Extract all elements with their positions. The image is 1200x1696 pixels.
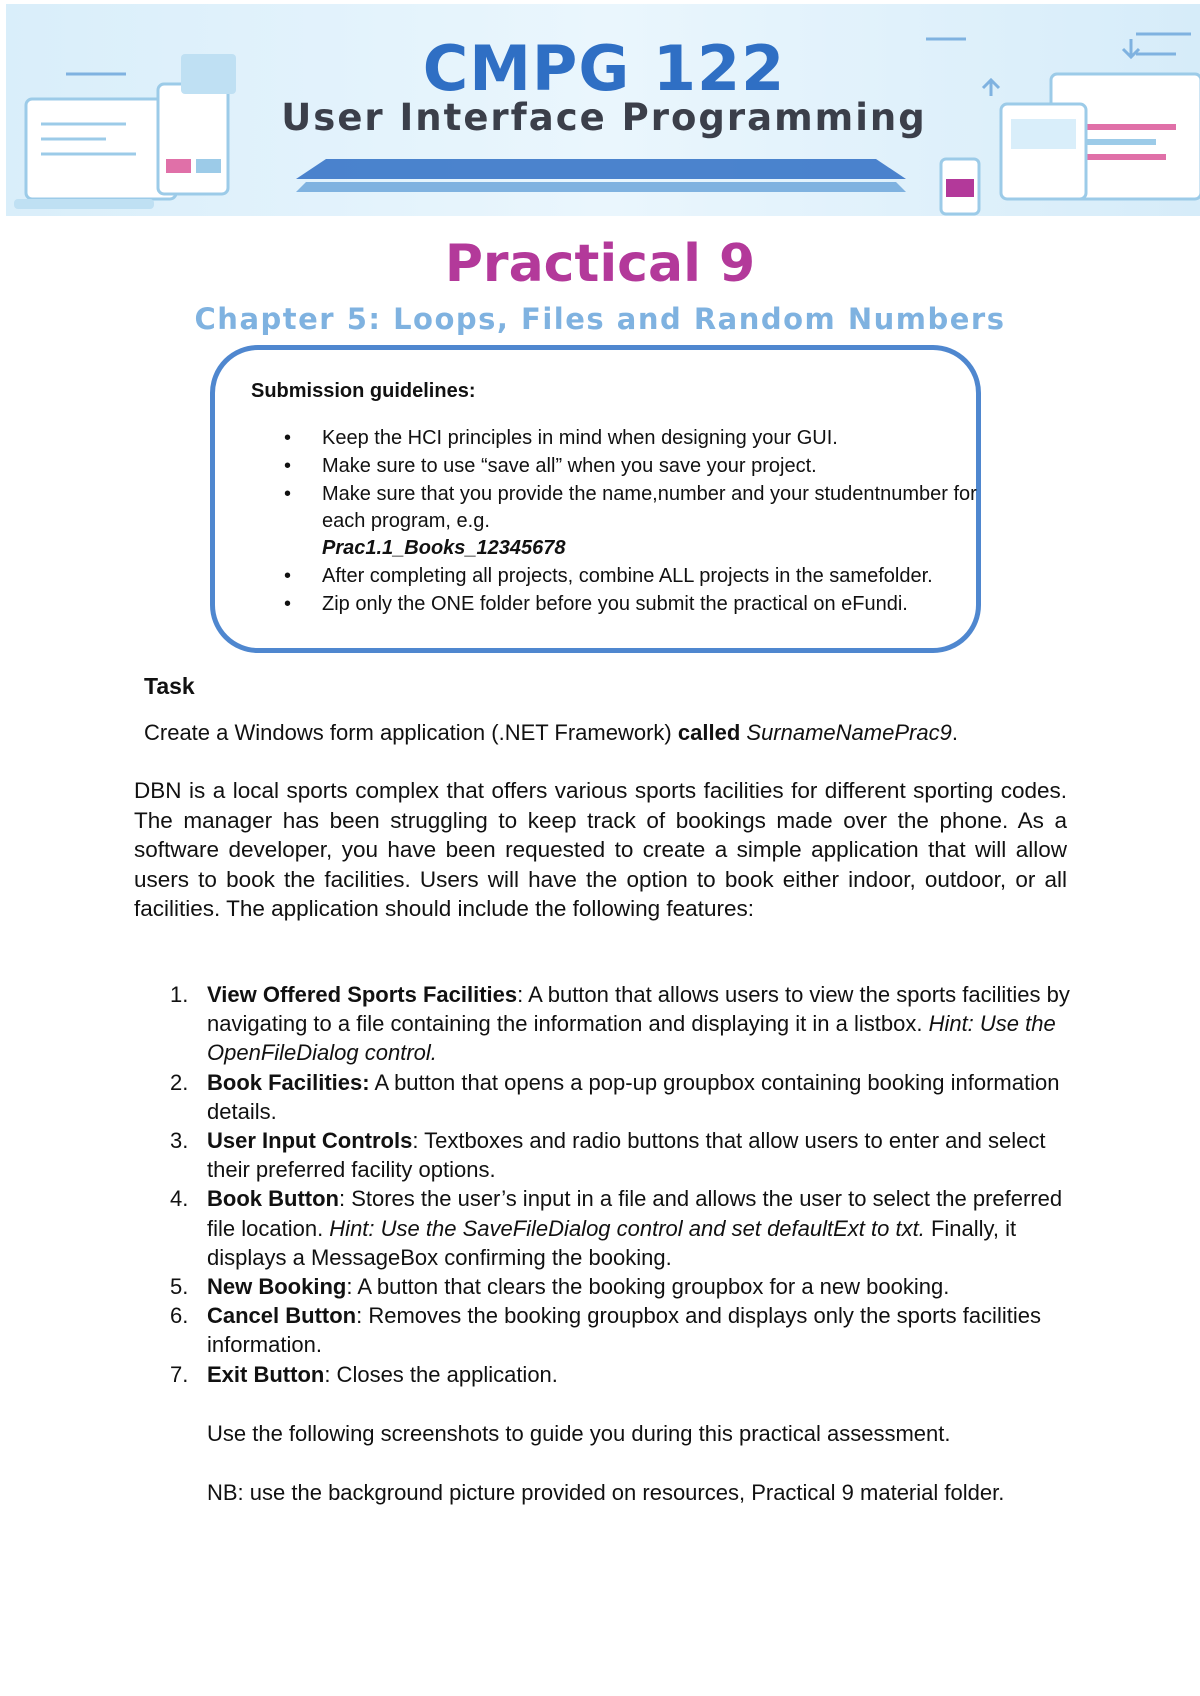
list-item: 1. View Offered Sports Facilities: A button that allows users to view the sports facilities by navigating to a file containing the information and displaying it in a listbox. Hint: Use the OpenFileDialog control. — [170, 982, 1070, 1066]
guidelines-heading: Submission guidelines: — [251, 380, 476, 402]
bullet-icon: • — [284, 593, 292, 615]
list-item: 5. New Booking: A button that clears the booking groupbox for a new booking. — [170, 1274, 950, 1300]
list-item: 4. Book Button: Stores the user’s input in a file and allows the user to select the preferred file location. Hint: Use the SaveFileDialog control and set defaultExt to txt. Finally, it displays a MessageBox confirming the booking. — [170, 1186, 1063, 1270]
features-list — [170, 980, 1070, 1389]
task-intro: DBN is a local sports complex that offers various sports facilities for different sporting codes. The manager has been struggling to keep track of bookings made over the phone. As a software developer, you have been requested to create a simple application that will allow users to book the facilities. Users will have the option to book either indoor, outdoor, or all facilities. The application should include the following features: — [134, 778, 1067, 921]
bullet-icon: • — [284, 455, 292, 477]
screenshots-note: Use the following screenshots to guide you during this practical assessment. — [207, 1421, 951, 1446]
list-item: 6. Cancel Button: Removes the booking groupbox and displays only the sports facilities information. — [170, 1303, 1041, 1358]
course-banner — [6, 4, 1200, 216]
task-heading: Task — [144, 673, 195, 699]
bullet-icon: • — [284, 565, 292, 587]
list-item: • Zip only the ONE folder before you submit the practical on eFundi. — [215, 591, 981, 618]
list-item: • After completing all projects, combine ALL projects in the samefolder. — [215, 563, 981, 590]
project-name: SurnameNamePrac9 — [746, 720, 952, 745]
list-item: • Make sure that you provide the name,number and your studentnumber for each program, e.g. Prac1.1_Books_12345678 — [284, 483, 977, 559]
chapter-title: Chapter 5: Loops, Files and Random Numbers — [194, 302, 1006, 336]
bullet-icon: • — [284, 427, 292, 449]
list-item: 7. Exit Button: Closes the application. — [170, 1361, 558, 1387]
create-instruction: Create a Windows form application (.NET Framework) called SurnameNamePrac9. — [144, 720, 958, 745]
list-item: • Keep the HCI principles in mind when designing your GUI. — [215, 425, 981, 452]
nb-note: NB: use the background picture provided on resources, Practical 9 material folder. — [207, 1480, 1005, 1505]
list-item: • Make sure to use “save all” when you save your project. — [215, 453, 981, 480]
naming-example: Prac1.1_Books_12345678 — [322, 537, 566, 559]
course-code: CMPG 122 — [422, 32, 786, 105]
guidelines-list — [215, 425, 981, 619]
practical-title: Practical 9 — [444, 234, 756, 294]
list-item: 2. Book Facilities: A button that opens a pop-up groupbox containing booking information details. — [170, 1069, 1060, 1124]
submission-guidelines-box — [210, 345, 981, 653]
bullet-icon: • — [284, 483, 292, 505]
course-name: User Interface Programming — [281, 96, 927, 139]
list-item: 3. User Input Controls: Textboxes and radio buttons that allow users to enter and select their preferred facility options. — [170, 1128, 1046, 1183]
